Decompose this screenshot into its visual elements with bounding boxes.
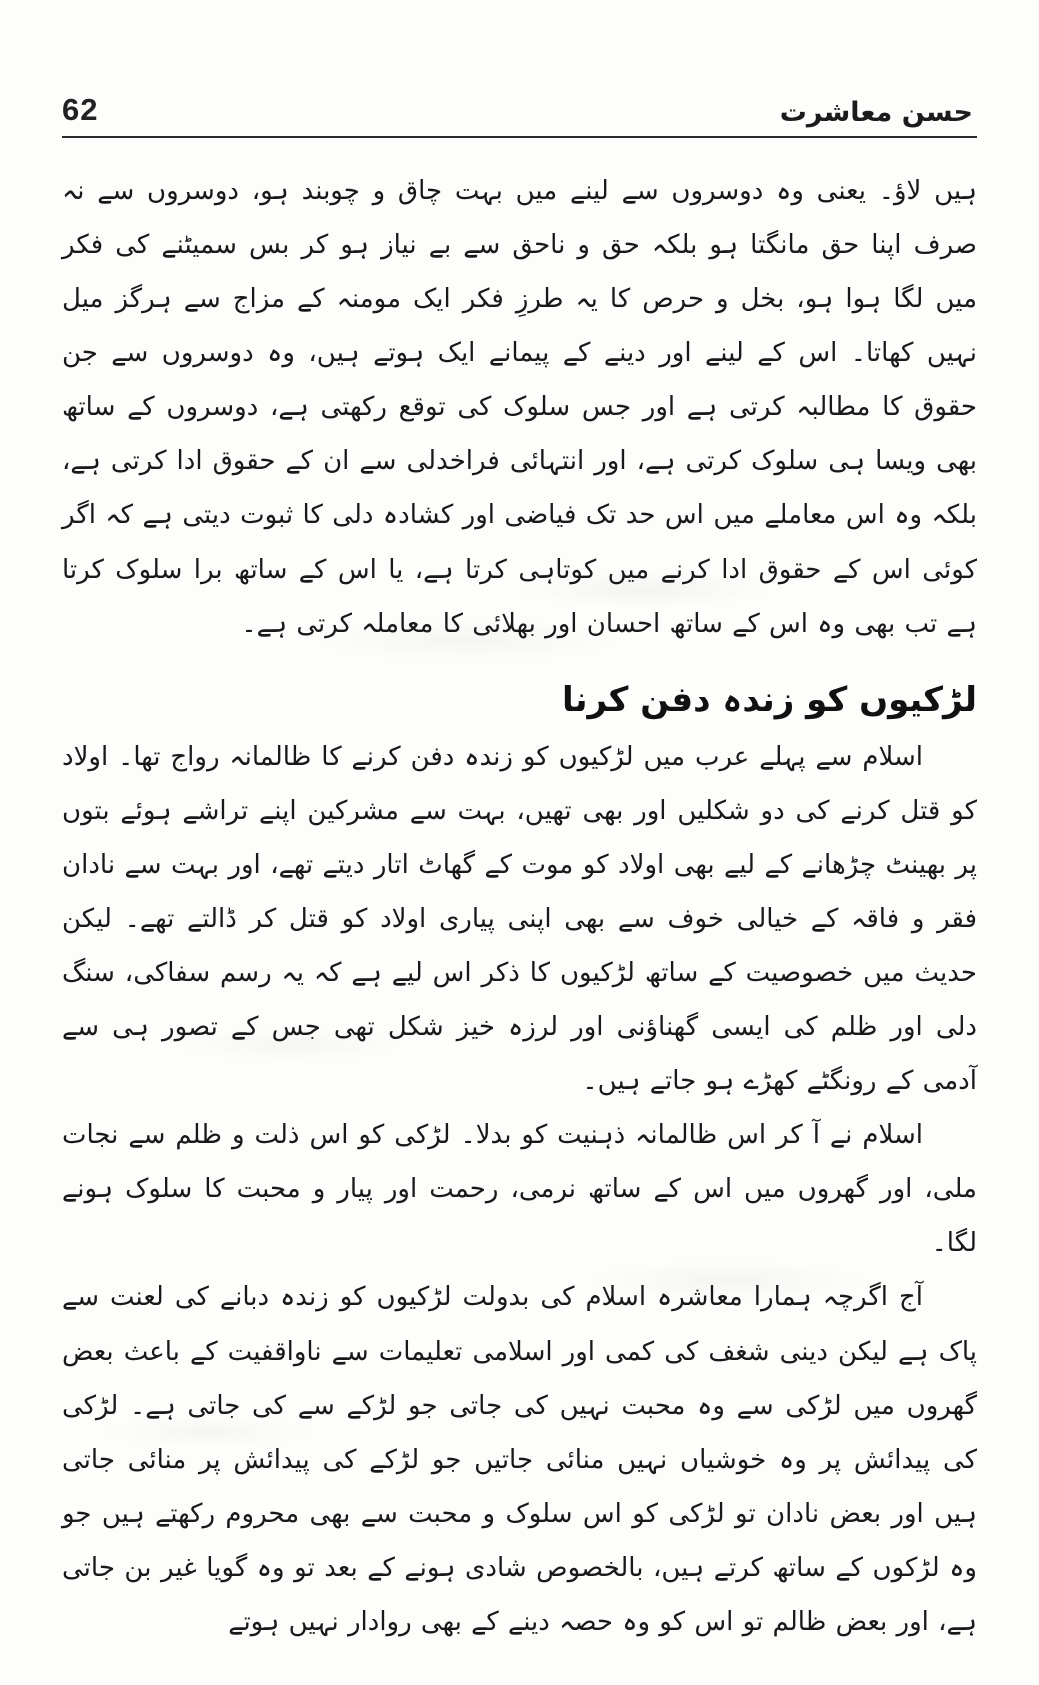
paragraph: اسلام نے آ کر اس ظالمانہ ذہنیت کو بدلا۔ لڑکی کو اس ذلت و ظلم سے نجات ملی، اور گھروں میں اس کے ساتھ نرمی، رحمت اور پیار و محبت کا سلوک ہونے لگا۔ [62,1120,977,1259]
paragraph-continuation: ہیں لاؤ۔ یعنی وہ دوسروں سے لینے میں بہت چاق و چوبند ہو، دوسروں سے نہ صرف اپنا حق مانگتا ہو بلکہ حق و ناحق سے بے نیاز ہو کر بس سمیٹنے کی فکر میں لگا ہوا ہو، بخل و حرص کا یہ طرزِ فکر ایک مومنہ کے مزاج سے ہرگز میل نہیں کھاتا۔ اس کے لینے اور دینے کے پیمانے ایک ہوتے ہیں، وہ دوسروں سے جن حقوق کا مطالبہ کرتی ہے اور جس سلوک کی توقع رکھتی ہے، دوسروں کے ساتھ بھی ویسا ہی سلوک کرتی ہے، اور انتہائی فراخدلی سے ان کے حقوق ادا کرتی ہے، بلکہ وہ اس معاملے میں اس حد تک فیاضی اور کشادہ دلی کا ثبوت دیتی ہے کہ اگر کوئی اس کے حقوق ادا کرنے میں کوتاہی کرتا ہے، یا اس کے ساتھ برا سلوک کرتا ہے تب بھی وہ اس کے ساتھ احسان اور بھلائی کا معاملہ کرتی ہے۔ [62,176,977,639]
paragraph: آج اگرچہ ہمارا معاشرہ اسلام کی بدولت لڑکیوں کو زندہ دبانے کی لعنت سے پاک ہے لیکن دینی شغف کی کمی اور اسلامی تعلیمات سے ناواقفیت کے باعث بعض گھروں میں لڑکی سے وہ محبت نہیں کی جاتی جو لڑکے سے کی جاتی ہے۔ لڑکی کی پیدائش پر وہ خوشیاں نہیں منائی جاتیں جو لڑکے کی پیدائش پر منائی جاتی ہیں اور بعض نادان تو لڑکی کو اس سلوک و محبت سے بھی محروم رکھتے ہیں جو وہ لڑکوں کے ساتھ کرتے ہیں، بالخصوص شادی ہونے کے بعد تو وہ گویا غیر بن جاتی ہے، اور بعض ظالم تو اس کو وہ حصہ دینے کے بھی روادار نہیں ہوتے [62,1282,977,1637]
section-heading: لڑکیوں کو زندہ دفن کرنا [561,679,977,720]
page-number: 62 [62,92,99,127]
page-body [62,164,977,1649]
page-header [62,92,977,138]
paragraph: اسلام سے پہلے عرب میں لڑکیوں کو زندہ دفن کرنے کا ظالمانہ رواج تھا۔ اولاد کو قتل کرنے کی دو شکلیں اور بھی تھیں، بہت سے مشرکین اپنے تراشے ہوئے بتوں پر بھینٹ چڑھانے کے لیے بھی اولاد کو موت کے گھاٹ اتار دیتے تھے، اور بہت سے نادان فقر و فاقہ کے خیالی خوف سے بھی اپنی پیاری اولاد کو قتل کر ڈالتے تھے۔ لیکن حدیث میں خصوصیت کے ساتھ لڑکیوں کا ذکر اس لیے ہے کہ یہ رسم سفاکی، سنگ دلی اور ظلم کی ایسی گھناؤنی اور لرزہ خیز شکل تھی جس کے تصور ہی سے آدمی کے رونگٹے کھڑے ہو جاتے ہیں۔ [62,741,977,1097]
header-title: حسن معاشرت [779,97,973,128]
